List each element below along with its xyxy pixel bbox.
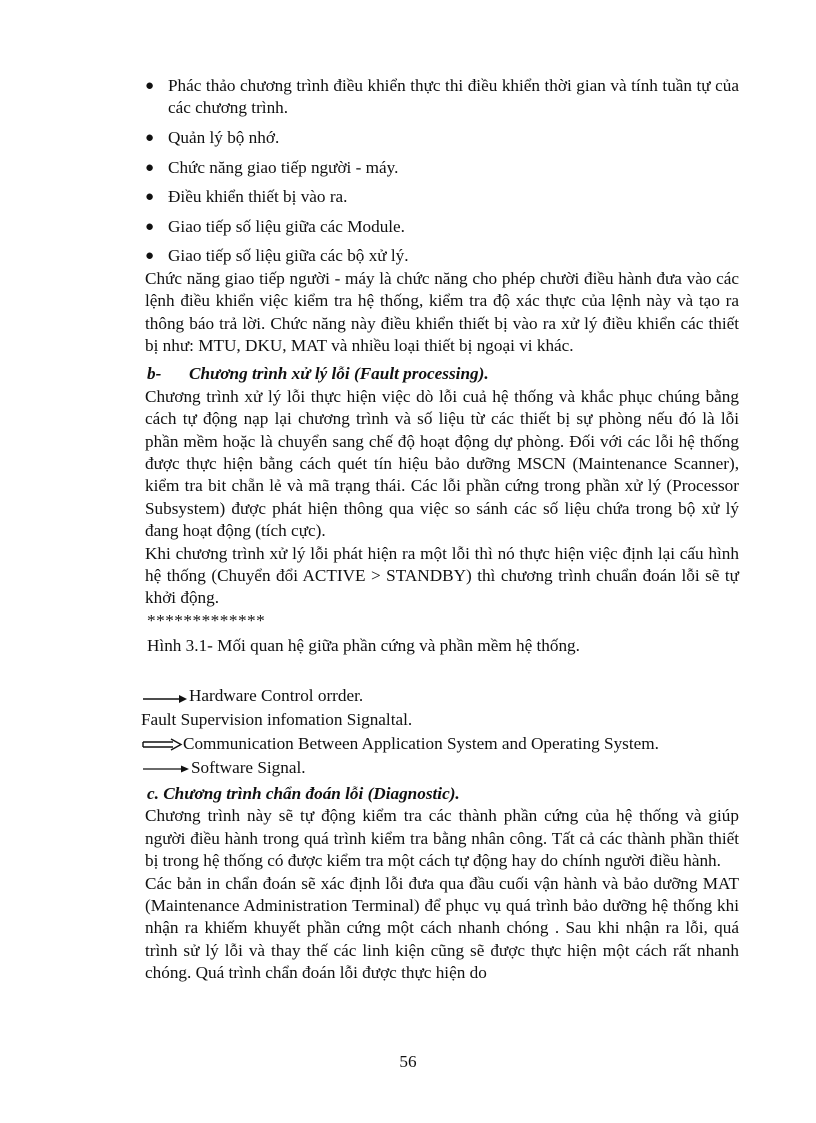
section-b-title: Chương trình xử lý lỗi (Fault processing). [189, 364, 489, 384]
legend-label: Fault Supervision infomation Signaltal. [141, 710, 413, 730]
legend-item-fault-supervision [141, 708, 739, 732]
list-item [147, 216, 739, 238]
list-item-text: Phác thảo chương trình điều khiển thực thi điều khiển thời gian và tính tuần tự của các chương trình. [168, 76, 739, 118]
page-number: 56 [399, 1052, 417, 1071]
list-item-text: Giao tiếp số liệu giữa các Module. [168, 216, 405, 236]
legend-label: Hardware Control orrder. [189, 686, 364, 706]
bullet-icon: ● [145, 248, 155, 265]
figure-legend [141, 685, 739, 780]
bullet-list [147, 75, 739, 268]
bullet-icon: ● [145, 159, 155, 176]
section-b-heading [147, 363, 739, 385]
paragraph-diagnostic-printouts [145, 873, 739, 985]
paragraph-text: Khi chương trình xử lý lỗi phát hiện ra một lỗi thì nó thực hiện việc định lại cấu hình hệ thống (Chuyển đổi ACTIVE > STANDBY) thì chương trình chuẩn đoán lỗi sẽ tự khởi động. [145, 543, 739, 608]
bullet-icon: ● [145, 189, 155, 206]
legend-item-hardware-control [141, 685, 739, 709]
paragraph-text: Các bản in chẩn đoán sẽ xác định lỗi đưa qua đầu cuối vận hành và bảo dưỡng MAT (Maintenance Administration Terminal) để phục vụ quá trình bảo dưỡng hệ thống khi nhận ra khiếm khuyết phần cứng một cách nhanh chóng . Sau khi nhận ra lỗi, quá trình sử lý lỗi và thay thế các linh kiện cũng sẽ được thực hiện một cách rất nhanh chóng. Quá trình chẩn đoán lỗi được thực hiện do [145, 873, 739, 983]
list-item [147, 75, 739, 120]
list-item [147, 245, 739, 267]
thin-arrow-icon [141, 761, 191, 775]
list-item-text: Điều khiển thiết bị vào ra. [168, 187, 348, 207]
paragraph-fault-processing [145, 386, 739, 543]
figure-caption: Hình 3.1- Mối quan hệ giữa phần cứng và phần mềm hệ thống. [147, 636, 580, 656]
bullet-icon: ● [145, 218, 155, 235]
paragraph-diagnostic [145, 805, 739, 872]
section-b-number: b- [147, 364, 162, 384]
bullet-icon: ● [145, 130, 155, 146]
paragraph-human-machine-interface [145, 268, 739, 358]
bullet-icon: ● [145, 78, 155, 94]
solid-arrow-icon [141, 690, 189, 704]
list-item [147, 157, 739, 179]
double-arrow-icon [141, 737, 183, 751]
list-item-text: Quản lý bộ nhớ. [168, 128, 280, 147]
legend-item-communication [141, 732, 739, 756]
list-item-text: Chức năng giao tiếp người - máy. [168, 157, 399, 177]
separator-stars: ************* [147, 610, 266, 630]
legend-label: Communication Between Application System and Operating System. [183, 733, 659, 753]
list-item [147, 127, 739, 149]
list-item-text: Giao tiếp số liệu giữa các bộ xử lý. [168, 246, 409, 266]
paragraph-text: Chương trình này sẽ tự động kiểm tra các thành phần cứng của hệ thống và giúp người điều hành trong quá trình kiểm tra bằng nhân công. Tất cả các thành phần thiết bị trong hệ thống có được kiểm tra một cách tự động hay do chính người điều hành. [145, 806, 739, 871]
paragraph-text: Chức năng giao tiếp người - máy là chức năng cho phép chười điều hành đưa vào các lệnh điều khiển việc kiểm tra hệ thống, kiểm tra độ xác thực của lệnh này và tạo ra thông báo trả lời. Chức năng này điều khiển thiết bị vào ra xử lý điều khiển các thiết bị như: MTU, DKU, MAT và nhiều loại thiết bị ngoại vi khác. [145, 268, 739, 355]
list-item [147, 186, 739, 208]
legend-label: Software Signal. [191, 757, 306, 777]
paragraph-fault-reconfiguration [145, 543, 739, 610]
legend-item-software-signal [141, 756, 739, 780]
section-c-heading: c. Chương trình chẩn đoán lỗi (Diagnostic). [147, 783, 460, 803]
paragraph-text: Chương trình xử lý lỗi thực hiện việc dò lỗi cuả hệ thống và khắc phục chúng bằng cách tự động nạp lại chương trình và số liệu từ các thiết bị sự phòng nếu đó là lỗi phần mềm hoặc là chuyển sang chế độ hoạt động dự phòng. Đối với các lỗi hệ thống được thực hiện bằng cách quét tín hiệu bảo dưỡng MSCN (Maintenance Scanner), kiểm tra bit chẵn lẻ và mã trạng thái. Các lỗi phần cứng trong phần xử lý (Processor Subsystem) được phát hiện thông qua việc so sánh các số liệu chứa trong bộ xử lý đang hoạt động (tích cực). [145, 386, 739, 541]
page-content [141, 75, 739, 985]
